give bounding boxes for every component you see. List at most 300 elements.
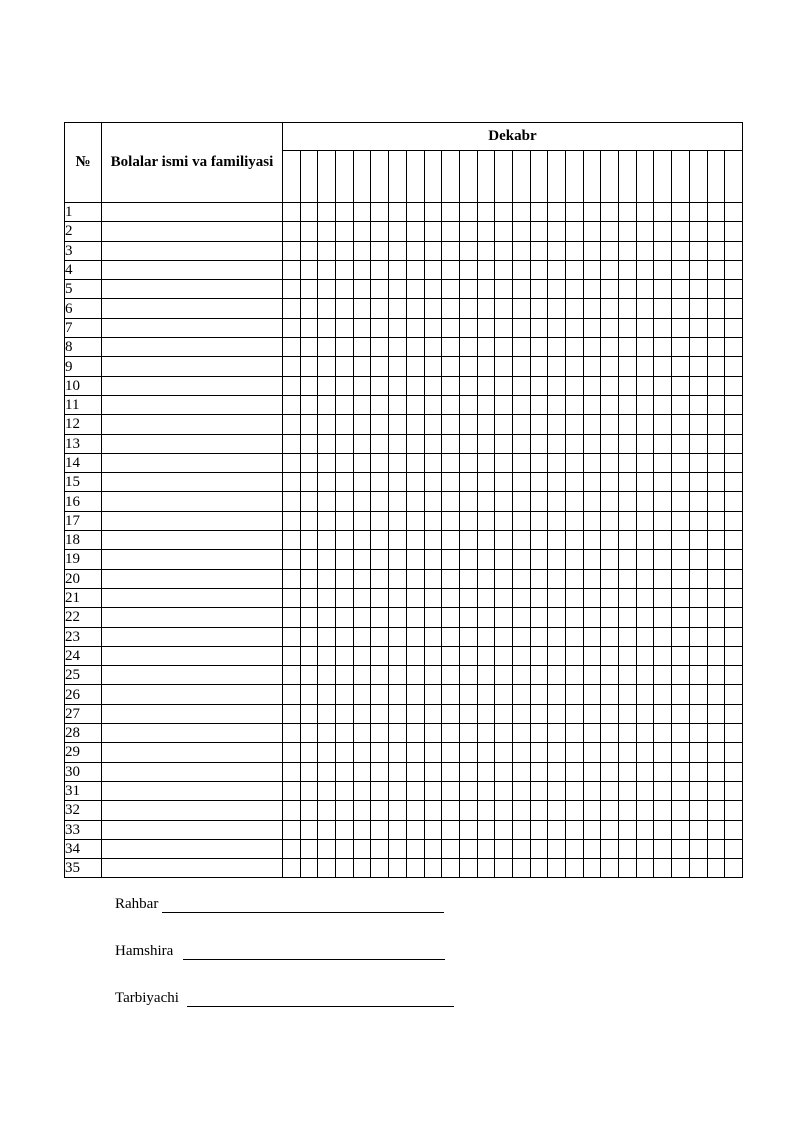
attendance-cell[interactable] — [389, 511, 407, 530]
attendance-cell[interactable] — [336, 627, 354, 646]
attendance-cell[interactable] — [725, 415, 743, 434]
attendance-cell[interactable] — [406, 260, 424, 279]
attendance-cell[interactable] — [300, 743, 318, 762]
attendance-cell[interactable] — [636, 453, 654, 472]
attendance-cell[interactable] — [283, 588, 301, 607]
attendance-cell[interactable] — [336, 588, 354, 607]
attendance-cell[interactable] — [300, 531, 318, 550]
attendance-cell[interactable] — [601, 839, 619, 858]
rahbar-signature-line[interactable] — [162, 896, 444, 913]
attendance-cell[interactable] — [371, 241, 389, 260]
attendance-cell[interactable] — [530, 415, 548, 434]
attendance-cell[interactable] — [672, 203, 690, 222]
attendance-cell[interactable] — [689, 280, 707, 299]
attendance-cell[interactable] — [512, 743, 530, 762]
attendance-cell[interactable] — [512, 203, 530, 222]
attendance-cell[interactable] — [495, 434, 513, 453]
attendance-cell[interactable] — [689, 434, 707, 453]
day-header-cell[interactable] — [601, 151, 619, 203]
attendance-cell[interactable] — [283, 859, 301, 878]
child-name-cell[interactable] — [102, 241, 283, 260]
child-name-cell[interactable] — [102, 820, 283, 839]
attendance-cell[interactable] — [336, 280, 354, 299]
attendance-cell[interactable] — [442, 762, 460, 781]
attendance-cell[interactable] — [619, 434, 637, 453]
attendance-cell[interactable] — [283, 550, 301, 569]
attendance-cell[interactable] — [566, 203, 584, 222]
attendance-cell[interactable] — [406, 781, 424, 800]
day-header-cell[interactable] — [442, 151, 460, 203]
attendance-cell[interactable] — [371, 395, 389, 414]
attendance-cell[interactable] — [424, 859, 442, 878]
hamshira-signature-line[interactable] — [183, 943, 445, 960]
attendance-cell[interactable] — [300, 569, 318, 588]
attendance-cell[interactable] — [283, 280, 301, 299]
attendance-cell[interactable] — [495, 608, 513, 627]
attendance-cell[interactable] — [601, 743, 619, 762]
attendance-cell[interactable] — [459, 762, 477, 781]
attendance-cell[interactable] — [371, 704, 389, 723]
attendance-cell[interactable] — [300, 453, 318, 472]
attendance-cell[interactable] — [636, 318, 654, 337]
attendance-cell[interactable] — [725, 395, 743, 414]
attendance-cell[interactable] — [707, 839, 725, 858]
attendance-cell[interactable] — [442, 839, 460, 858]
attendance-cell[interactable] — [583, 492, 601, 511]
attendance-cell[interactable] — [495, 357, 513, 376]
attendance-cell[interactable] — [530, 453, 548, 472]
attendance-cell[interactable] — [654, 376, 672, 395]
attendance-cell[interactable] — [654, 203, 672, 222]
attendance-cell[interactable] — [725, 434, 743, 453]
attendance-cell[interactable] — [406, 280, 424, 299]
attendance-cell[interactable] — [725, 492, 743, 511]
attendance-cell[interactable] — [654, 724, 672, 743]
attendance-cell[interactable] — [530, 608, 548, 627]
attendance-cell[interactable] — [477, 704, 495, 723]
attendance-cell[interactable] — [707, 357, 725, 376]
child-name-cell[interactable] — [102, 376, 283, 395]
attendance-cell[interactable] — [371, 820, 389, 839]
attendance-cell[interactable] — [406, 588, 424, 607]
attendance-cell[interactable] — [512, 859, 530, 878]
attendance-cell[interactable] — [371, 376, 389, 395]
attendance-cell[interactable] — [530, 685, 548, 704]
attendance-cell[interactable] — [619, 395, 637, 414]
attendance-cell[interactable] — [601, 588, 619, 607]
day-header-cell[interactable] — [548, 151, 566, 203]
attendance-cell[interactable] — [406, 685, 424, 704]
attendance-cell[interactable] — [353, 260, 371, 279]
attendance-cell[interactable] — [336, 531, 354, 550]
attendance-cell[interactable] — [336, 724, 354, 743]
attendance-cell[interactable] — [389, 492, 407, 511]
attendance-cell[interactable] — [283, 241, 301, 260]
attendance-cell[interactable] — [619, 473, 637, 492]
attendance-cell[interactable] — [725, 241, 743, 260]
attendance-cell[interactable] — [389, 241, 407, 260]
attendance-cell[interactable] — [318, 685, 336, 704]
attendance-cell[interactable] — [477, 685, 495, 704]
attendance-cell[interactable] — [283, 569, 301, 588]
attendance-cell[interactable] — [707, 395, 725, 414]
attendance-cell[interactable] — [689, 318, 707, 337]
attendance-cell[interactable] — [725, 203, 743, 222]
attendance-cell[interactable] — [371, 550, 389, 569]
attendance-cell[interactable] — [495, 222, 513, 241]
attendance-cell[interactable] — [530, 743, 548, 762]
attendance-cell[interactable] — [353, 357, 371, 376]
attendance-cell[interactable] — [548, 666, 566, 685]
attendance-cell[interactable] — [548, 859, 566, 878]
child-name-cell[interactable] — [102, 724, 283, 743]
attendance-cell[interactable] — [495, 395, 513, 414]
attendance-cell[interactable] — [318, 531, 336, 550]
attendance-cell[interactable] — [459, 724, 477, 743]
attendance-cell[interactable] — [672, 762, 690, 781]
attendance-cell[interactable] — [406, 704, 424, 723]
attendance-cell[interactable] — [389, 627, 407, 646]
attendance-cell[interactable] — [672, 531, 690, 550]
attendance-cell[interactable] — [406, 395, 424, 414]
attendance-cell[interactable] — [300, 511, 318, 530]
attendance-cell[interactable] — [566, 801, 584, 820]
attendance-cell[interactable] — [512, 376, 530, 395]
attendance-cell[interactable] — [424, 511, 442, 530]
attendance-cell[interactable] — [672, 299, 690, 318]
attendance-cell[interactable] — [725, 685, 743, 704]
attendance-cell[interactable] — [530, 492, 548, 511]
attendance-cell[interactable] — [459, 569, 477, 588]
attendance-cell[interactable] — [477, 453, 495, 472]
attendance-cell[interactable] — [353, 685, 371, 704]
day-header-cell[interactable] — [512, 151, 530, 203]
attendance-cell[interactable] — [406, 550, 424, 569]
attendance-cell[interactable] — [548, 203, 566, 222]
attendance-cell[interactable] — [336, 550, 354, 569]
attendance-cell[interactable] — [636, 338, 654, 357]
child-name-cell[interactable] — [102, 569, 283, 588]
attendance-cell[interactable] — [495, 859, 513, 878]
attendance-cell[interactable] — [619, 762, 637, 781]
attendance-cell[interactable] — [353, 511, 371, 530]
attendance-cell[interactable] — [601, 781, 619, 800]
attendance-cell[interactable] — [636, 859, 654, 878]
attendance-cell[interactable] — [530, 376, 548, 395]
attendance-cell[interactable] — [689, 781, 707, 800]
attendance-cell[interactable] — [725, 299, 743, 318]
attendance-cell[interactable] — [371, 859, 389, 878]
attendance-cell[interactable] — [300, 338, 318, 357]
attendance-cell[interactable] — [707, 588, 725, 607]
attendance-cell[interactable] — [424, 588, 442, 607]
attendance-cell[interactable] — [283, 395, 301, 414]
attendance-cell[interactable] — [619, 666, 637, 685]
attendance-cell[interactable] — [530, 666, 548, 685]
attendance-cell[interactable] — [654, 299, 672, 318]
day-header-cell[interactable] — [477, 151, 495, 203]
attendance-cell[interactable] — [300, 859, 318, 878]
attendance-cell[interactable] — [530, 434, 548, 453]
attendance-cell[interactable] — [459, 473, 477, 492]
attendance-cell[interactable] — [389, 473, 407, 492]
attendance-cell[interactable] — [583, 820, 601, 839]
child-name-cell[interactable] — [102, 839, 283, 858]
attendance-cell[interactable] — [566, 434, 584, 453]
attendance-cell[interactable] — [459, 415, 477, 434]
attendance-cell[interactable] — [636, 415, 654, 434]
attendance-cell[interactable] — [371, 280, 389, 299]
attendance-cell[interactable] — [442, 318, 460, 337]
attendance-cell[interactable] — [707, 781, 725, 800]
attendance-cell[interactable] — [318, 646, 336, 665]
attendance-cell[interactable] — [654, 241, 672, 260]
attendance-cell[interactable] — [672, 569, 690, 588]
attendance-cell[interactable] — [707, 762, 725, 781]
attendance-cell[interactable] — [477, 839, 495, 858]
attendance-cell[interactable] — [283, 531, 301, 550]
attendance-cell[interactable] — [566, 588, 584, 607]
attendance-cell[interactable] — [424, 203, 442, 222]
day-header-cell[interactable] — [353, 151, 371, 203]
attendance-cell[interactable] — [725, 376, 743, 395]
attendance-cell[interactable] — [300, 280, 318, 299]
attendance-cell[interactable] — [318, 588, 336, 607]
attendance-cell[interactable] — [707, 280, 725, 299]
child-name-cell[interactable] — [102, 801, 283, 820]
attendance-cell[interactable] — [566, 781, 584, 800]
attendance-cell[interactable] — [619, 781, 637, 800]
attendance-cell[interactable] — [300, 434, 318, 453]
attendance-cell[interactable] — [389, 299, 407, 318]
attendance-cell[interactable] — [672, 222, 690, 241]
attendance-cell[interactable] — [442, 820, 460, 839]
attendance-cell[interactable] — [725, 627, 743, 646]
attendance-cell[interactable] — [672, 434, 690, 453]
attendance-cell[interactable] — [300, 627, 318, 646]
attendance-cell[interactable] — [353, 801, 371, 820]
attendance-cell[interactable] — [300, 203, 318, 222]
child-name-cell[interactable] — [102, 588, 283, 607]
attendance-cell[interactable] — [601, 203, 619, 222]
attendance-cell[interactable] — [353, 724, 371, 743]
attendance-cell[interactable] — [300, 492, 318, 511]
attendance-cell[interactable] — [353, 395, 371, 414]
attendance-cell[interactable] — [530, 724, 548, 743]
attendance-cell[interactable] — [530, 801, 548, 820]
attendance-cell[interactable] — [371, 839, 389, 858]
attendance-cell[interactable] — [654, 588, 672, 607]
attendance-cell[interactable] — [424, 627, 442, 646]
attendance-cell[interactable] — [318, 415, 336, 434]
attendance-cell[interactable] — [300, 395, 318, 414]
attendance-cell[interactable] — [636, 222, 654, 241]
attendance-cell[interactable] — [389, 762, 407, 781]
attendance-cell[interactable] — [318, 608, 336, 627]
attendance-cell[interactable] — [601, 569, 619, 588]
attendance-cell[interactable] — [353, 569, 371, 588]
attendance-cell[interactable] — [318, 280, 336, 299]
attendance-cell[interactable] — [636, 839, 654, 858]
attendance-cell[interactable] — [725, 801, 743, 820]
attendance-cell[interactable] — [601, 724, 619, 743]
attendance-cell[interactable] — [672, 839, 690, 858]
attendance-cell[interactable] — [353, 222, 371, 241]
attendance-cell[interactable] — [283, 781, 301, 800]
attendance-cell[interactable] — [566, 511, 584, 530]
attendance-cell[interactable] — [512, 511, 530, 530]
attendance-cell[interactable] — [689, 588, 707, 607]
attendance-cell[interactable] — [583, 627, 601, 646]
child-name-cell[interactable] — [102, 415, 283, 434]
attendance-cell[interactable] — [459, 492, 477, 511]
attendance-cell[interactable] — [619, 627, 637, 646]
attendance-cell[interactable] — [424, 531, 442, 550]
attendance-cell[interactable] — [371, 222, 389, 241]
attendance-cell[interactable] — [336, 318, 354, 337]
attendance-cell[interactable] — [371, 762, 389, 781]
attendance-cell[interactable] — [459, 299, 477, 318]
attendance-cell[interactable] — [725, 762, 743, 781]
attendance-cell[interactable] — [566, 415, 584, 434]
attendance-cell[interactable] — [636, 203, 654, 222]
attendance-cell[interactable] — [707, 492, 725, 511]
attendance-cell[interactable] — [442, 646, 460, 665]
attendance-cell[interactable] — [654, 453, 672, 472]
attendance-cell[interactable] — [672, 666, 690, 685]
attendance-cell[interactable] — [283, 762, 301, 781]
attendance-cell[interactable] — [566, 453, 584, 472]
attendance-cell[interactable] — [495, 299, 513, 318]
attendance-cell[interactable] — [566, 280, 584, 299]
attendance-cell[interactable] — [512, 762, 530, 781]
attendance-cell[interactable] — [300, 839, 318, 858]
attendance-cell[interactable] — [548, 222, 566, 241]
attendance-cell[interactable] — [654, 646, 672, 665]
day-header-cell[interactable] — [725, 151, 743, 203]
attendance-cell[interactable] — [548, 550, 566, 569]
attendance-cell[interactable] — [583, 395, 601, 414]
attendance-cell[interactable] — [283, 357, 301, 376]
attendance-cell[interactable] — [583, 531, 601, 550]
attendance-cell[interactable] — [636, 299, 654, 318]
attendance-cell[interactable] — [654, 781, 672, 800]
attendance-cell[interactable] — [583, 588, 601, 607]
attendance-cell[interactable] — [424, 492, 442, 511]
attendance-cell[interactable] — [371, 608, 389, 627]
attendance-cell[interactable] — [459, 608, 477, 627]
attendance-cell[interactable] — [512, 685, 530, 704]
attendance-cell[interactable] — [442, 222, 460, 241]
attendance-cell[interactable] — [336, 666, 354, 685]
attendance-cell[interactable] — [601, 395, 619, 414]
child-name-cell[interactable] — [102, 453, 283, 472]
attendance-cell[interactable] — [477, 762, 495, 781]
attendance-cell[interactable] — [283, 704, 301, 723]
attendance-cell[interactable] — [477, 338, 495, 357]
attendance-cell[interactable] — [530, 241, 548, 260]
attendance-cell[interactable] — [548, 820, 566, 839]
attendance-cell[interactable] — [601, 859, 619, 878]
attendance-cell[interactable] — [636, 357, 654, 376]
attendance-cell[interactable] — [654, 280, 672, 299]
attendance-cell[interactable] — [477, 569, 495, 588]
attendance-cell[interactable] — [459, 666, 477, 685]
attendance-cell[interactable] — [548, 395, 566, 414]
attendance-cell[interactable] — [566, 376, 584, 395]
attendance-cell[interactable] — [477, 203, 495, 222]
attendance-cell[interactable] — [318, 569, 336, 588]
attendance-cell[interactable] — [318, 801, 336, 820]
attendance-cell[interactable] — [495, 588, 513, 607]
attendance-cell[interactable] — [495, 704, 513, 723]
attendance-cell[interactable] — [512, 260, 530, 279]
attendance-cell[interactable] — [530, 704, 548, 723]
child-name-cell[interactable] — [102, 338, 283, 357]
child-name-cell[interactable] — [102, 781, 283, 800]
attendance-cell[interactable] — [495, 473, 513, 492]
attendance-cell[interactable] — [636, 801, 654, 820]
attendance-cell[interactable] — [583, 511, 601, 530]
attendance-cell[interactable] — [601, 453, 619, 472]
attendance-cell[interactable] — [566, 531, 584, 550]
day-header-cell[interactable] — [583, 151, 601, 203]
attendance-cell[interactable] — [459, 588, 477, 607]
attendance-cell[interactable] — [477, 588, 495, 607]
attendance-cell[interactable] — [566, 685, 584, 704]
attendance-cell[interactable] — [406, 299, 424, 318]
attendance-cell[interactable] — [636, 569, 654, 588]
attendance-cell[interactable] — [512, 781, 530, 800]
attendance-cell[interactable] — [512, 627, 530, 646]
attendance-cell[interactable] — [654, 859, 672, 878]
attendance-cell[interactable] — [283, 376, 301, 395]
attendance-cell[interactable] — [495, 453, 513, 472]
attendance-cell[interactable] — [689, 859, 707, 878]
child-name-cell[interactable] — [102, 395, 283, 414]
attendance-cell[interactable] — [424, 357, 442, 376]
attendance-cell[interactable] — [707, 203, 725, 222]
attendance-cell[interactable] — [548, 685, 566, 704]
attendance-cell[interactable] — [406, 627, 424, 646]
attendance-cell[interactable] — [707, 222, 725, 241]
attendance-cell[interactable] — [495, 839, 513, 858]
attendance-cell[interactable] — [601, 685, 619, 704]
attendance-cell[interactable] — [318, 453, 336, 472]
attendance-cell[interactable] — [371, 260, 389, 279]
attendance-cell[interactable] — [389, 395, 407, 414]
attendance-cell[interactable] — [672, 685, 690, 704]
attendance-cell[interactable] — [477, 531, 495, 550]
attendance-cell[interactable] — [495, 511, 513, 530]
attendance-cell[interactable] — [530, 260, 548, 279]
child-name-cell[interactable] — [102, 260, 283, 279]
attendance-cell[interactable] — [424, 280, 442, 299]
attendance-cell[interactable] — [318, 743, 336, 762]
attendance-cell[interactable] — [300, 685, 318, 704]
attendance-cell[interactable] — [389, 434, 407, 453]
attendance-cell[interactable] — [353, 473, 371, 492]
attendance-cell[interactable] — [477, 434, 495, 453]
attendance-cell[interactable] — [689, 801, 707, 820]
attendance-cell[interactable] — [689, 762, 707, 781]
attendance-cell[interactable] — [725, 608, 743, 627]
attendance-cell[interactable] — [424, 666, 442, 685]
attendance-cell[interactable] — [371, 781, 389, 800]
attendance-cell[interactable] — [636, 492, 654, 511]
attendance-cell[interactable] — [689, 473, 707, 492]
attendance-cell[interactable] — [512, 299, 530, 318]
